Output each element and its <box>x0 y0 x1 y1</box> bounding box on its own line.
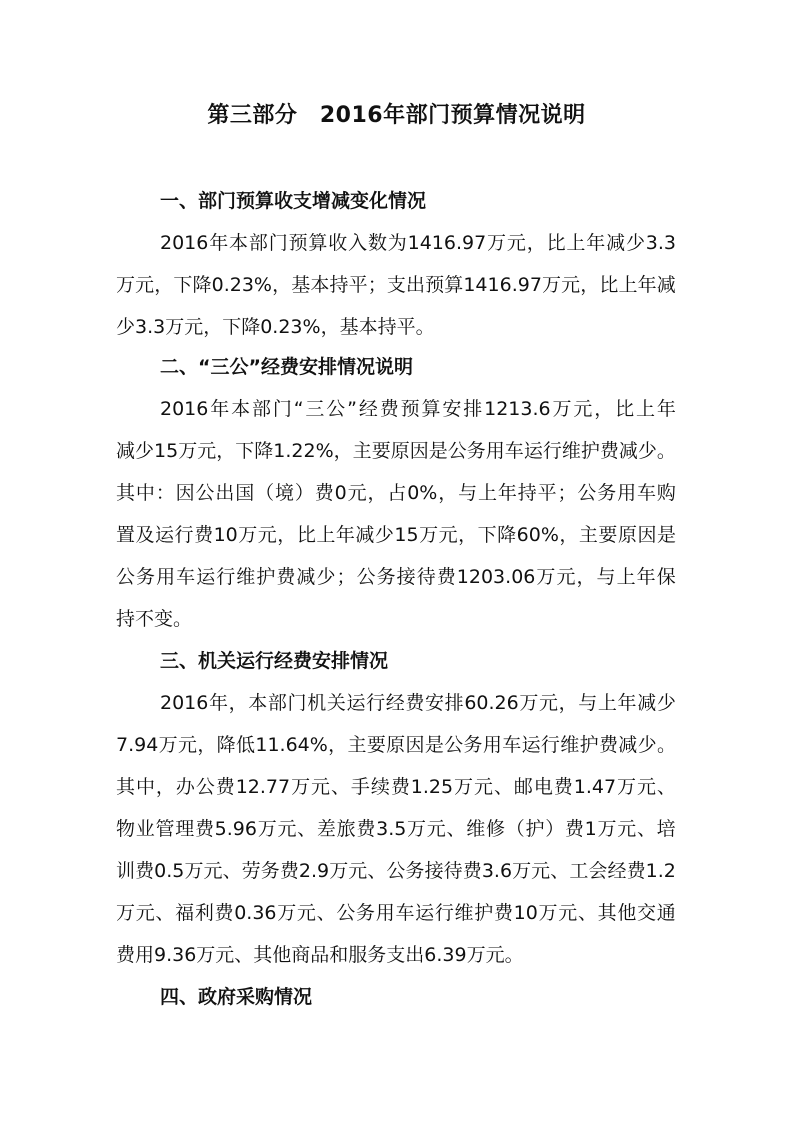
page-title: 第三部分 2016年部门预算情况说明 <box>207 103 586 128</box>
paragraph-line: 公 务 用 车 运 行 维 护 费 减 少 ； 公 务 接 待 费 1203.06 万 元 ， 与 上 年 保 <box>116 566 676 588</box>
paragraph-line: 置 及 运 行 费 10 万 元 ， 比 上 年 减 少 15 万 元 ， 下 降 60% ， 主 要 原 因 是 <box>116 524 676 546</box>
paragraph-line: 减 少 15 万 元 ， 下 降 1.22% ， 主 要 原 因 是 公 务 用 车 运 行 维 护 费 减 少 。 <box>116 440 676 462</box>
paragraph-line: 持不变。 <box>116 608 193 630</box>
section-heading-4: 四、政府采购情况 <box>160 986 313 1008</box>
paragraph-line: 其 中 ， 办 公 费 12.77 万 元 、 手 续 费 1.25 万 元 、 邮 电 费 1.47 万 元 、 <box>116 776 676 798</box>
section-heading-1: 一、部门预算收支增减变化情况 <box>160 190 427 212</box>
section-heading-2: 二、“三公”经费安排情况说明 <box>160 356 413 378</box>
paragraph-line: 2016 年 本 部 门 预 算 收 入 数 为 1416.97 万 元 ， 比 上 年 减 少 3.3 <box>160 232 676 254</box>
paragraph-line: 7.94 万 元 ， 降 低 11.64% ， 主 要 原 因 是 公 务 用 车 运 行 维 护 费 减 少 。 <box>116 734 676 756</box>
paragraph-line: 物 业 管 理 费 5.96 万 元 、 差 旅 费 3.5 万 元 、 维 修 （ 护 ） 费 1 万 元 、 培 <box>116 818 676 840</box>
paragraph-line: 万 元 、 福 利 费 0.36 万 元 、 公 务 用 车 运 行 维 护 费 10 万 元 、 其 他 交 通 <box>116 902 676 924</box>
paragraph-line: 费用9.36万元、其他商品和服务支出6.39万元。 <box>116 944 524 966</box>
paragraph-line: 2016 年 本 部 门 “ 三 公 ” 经 费 预 算 安 排 1213.6 万 元 ， 比 上 年 <box>160 398 676 420</box>
paragraph-line: 2016 年 ， 本 部 门 机 关 运 行 经 费 安 排 60.26 万 元 ， 与 上 年 减 少 <box>160 692 676 714</box>
section-heading-3: 三、机关运行经费安排情况 <box>160 650 389 672</box>
paragraph-line: 万 元 ， 下 降 0.23% ， 基 本 持 平 ； 支 出 预 算 1416.97 万 元 ， 比 上 年 减 <box>116 274 676 296</box>
paragraph-line: 训 费 0.5 万 元 、 劳 务 费 2.9 万 元 、 公 务 接 待 费 3.6 万 元 、 工 会 经 费 1.2 <box>116 860 676 882</box>
paragraph-line: 其 中 ： 因 公 出 国 （ 境 ） 费 0 元 ， 占 0% ， 与 上 年 持 平 ； 公 务 用 车 购 <box>116 482 676 504</box>
paragraph-line: 少3.3万元，下降0.23%，基本持平。 <box>116 316 435 338</box>
